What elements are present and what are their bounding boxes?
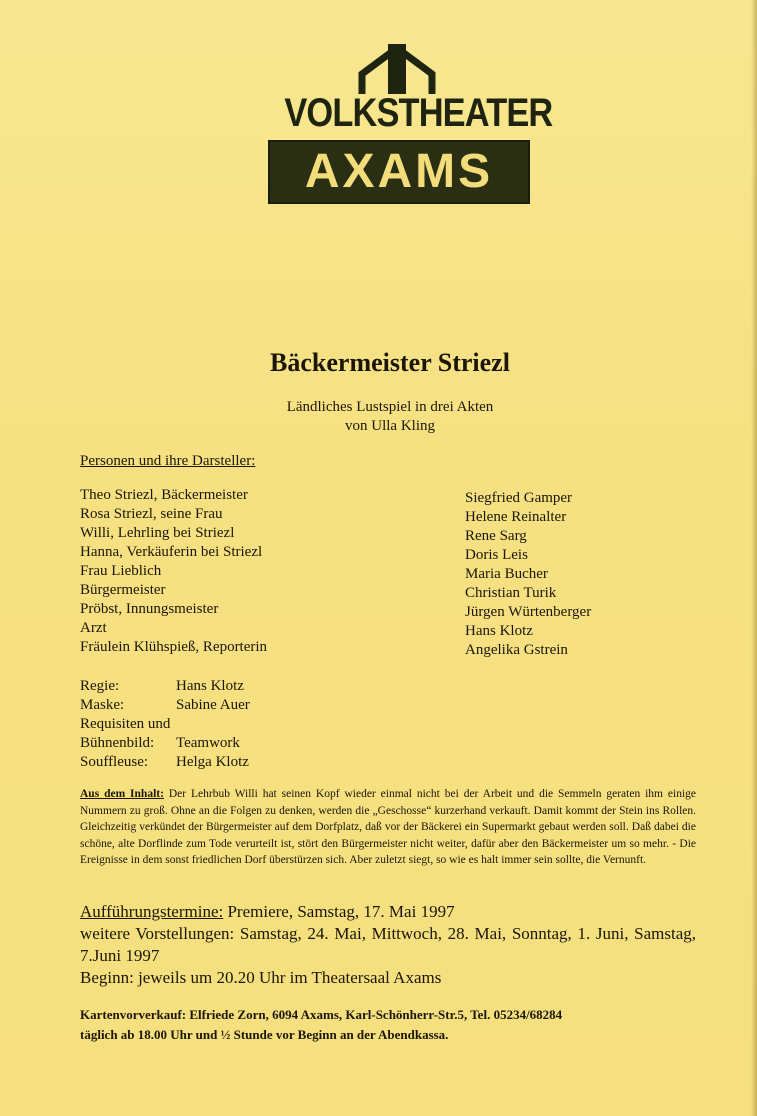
crew-value: Helga Klotz xyxy=(176,754,249,770)
logo-roof-icon xyxy=(266,44,528,94)
cast-actor: Doris Leis xyxy=(465,547,528,563)
crew-label: Souffleuse: xyxy=(80,754,149,770)
synopsis-label: Aus dem Inhalt: xyxy=(80,788,164,800)
cast-role: Theo Striezl, Bäckermeister xyxy=(80,487,248,503)
theater-logo xyxy=(266,44,553,204)
cast-actor: Angelika Gstrein xyxy=(465,642,568,658)
crew-label: Maske: xyxy=(80,697,125,713)
cast-role: Hanna, Verkäuferin bei Striezl xyxy=(80,544,263,560)
play-subtitle xyxy=(0,398,757,436)
synopsis xyxy=(80,786,696,869)
premiere-text: Premiere, Samstag, 17. Mai 1997 xyxy=(227,902,455,921)
further-performances: weitere Vorstellungen: Samstag, 24. Mai, Mittwoch, 28. Mai, Sonntag, 1. Juni, Samstag, 7.Juni 1997 xyxy=(80,924,696,965)
logo-text-volkstheater: VOLKSTHEATER xyxy=(284,91,553,135)
synopsis-text: Der Lehrbub Willi hat seinen Kopf wieder einmal nicht bei der Arbeit und die Semmeln geraten ihm einige Nummern zu groß. Ohne an die Folgen zu denken, werden die „Geschosse“ kurzerhand verkauft. Damit kommt der Stein ins Rollen. Gleichzeitig verkündet der Bürgermeister auf dem Dorfplatz, daß vor der Bäckerei ein Supermarkt gebaut werden soll. Daß dabei die schöne, alte Dorflinde zum Tode verurteilt ist, stört den Bürgermeister nicht weiter, dafür aber den Bäckermeister um so mehr. - Die Ereignisse in dem sonst friedlichen Dorf überstürzen sich. Aber zuletzt siegt, so wie es halt immer sein sollte, die Vernunft. xyxy=(80,788,696,866)
logo-text-axams: AXAMS xyxy=(304,145,494,198)
crew-value: Sabine Auer xyxy=(176,697,250,713)
cast-actor: Rene Sarg xyxy=(465,528,527,544)
cast-role: Pröbst, Innungsmeister xyxy=(80,601,219,617)
cast-role: Frau Lieblich xyxy=(80,563,162,579)
cast-actor: Siegfried Gamper xyxy=(465,490,573,506)
ticket-line-2: täglich ab 18.00 Uhr und ½ Stunde vor Beginn an der Abendkassa. xyxy=(80,1027,449,1042)
performance-dates xyxy=(80,901,696,989)
subtitle-genre: Ländliches Lustspiel in drei Akten xyxy=(286,399,494,415)
subtitle-author: von Ulla Kling xyxy=(345,418,435,434)
cast-role: Rosa Striezl, seine Frau xyxy=(80,506,223,522)
cast-roles-list xyxy=(80,486,267,657)
cast-actor: Maria Bucher xyxy=(465,566,548,582)
cast-role: Fräulein Klühspieß, Reporterin xyxy=(80,639,268,655)
premiere-line xyxy=(80,901,696,923)
cast-role: Arzt xyxy=(80,620,107,636)
cast-actor: Helene Reinalter xyxy=(465,509,567,525)
paper-edge-shadow xyxy=(751,0,757,1116)
cast-actor: Hans Klotz xyxy=(465,623,533,639)
ticket-line-1: Kartenvorverkauf: Elfriede Zorn, 6094 Axams, Karl-Schönherr-Str.5, Tel. 05234/68284 xyxy=(80,1007,563,1022)
crew-label: Bühnenbild: xyxy=(80,735,155,751)
crew-value: Hans Klotz xyxy=(176,678,244,694)
cast-role: Willi, Lehrling bei Striezl xyxy=(80,525,235,541)
cast-heading: Personen und ihre Darsteller: xyxy=(80,453,256,469)
cast-actor: Jürgen Würtenberger xyxy=(465,604,592,620)
crew-label: Regie: xyxy=(80,678,120,694)
crew-value: Teamwork xyxy=(176,735,240,751)
start-time: Beginn: jeweils um 20.20 Uhr im Theatersaal Axams xyxy=(80,968,442,987)
cast-actor: Christian Turik xyxy=(465,585,557,601)
crew-label: Requisiten und xyxy=(80,716,171,732)
cast-role: Bürgermeister xyxy=(80,582,166,598)
ticket-info xyxy=(80,1005,696,1045)
play-title: Bäckermeister Striezl xyxy=(270,348,510,377)
dates-label: Aufführungstermine: xyxy=(80,902,224,921)
logo-band xyxy=(268,140,530,204)
cast-actors-list xyxy=(465,489,591,660)
